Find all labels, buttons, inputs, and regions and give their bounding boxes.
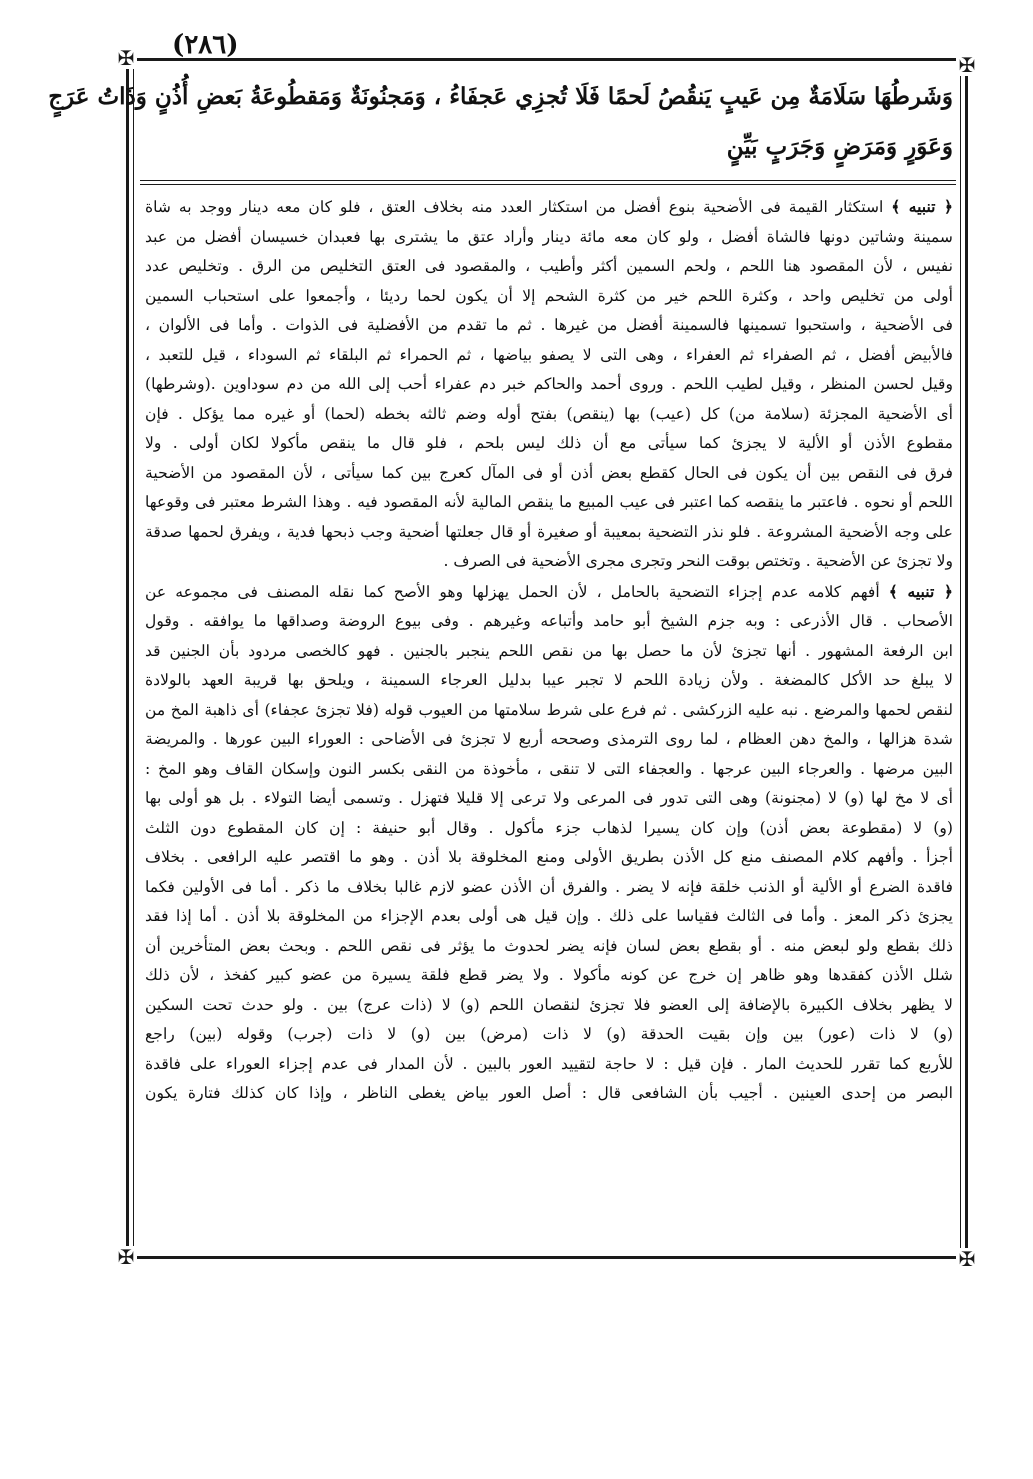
commentary-line: نفيس ، لأن المقصود هنا اللحم ، ولحم السمين أكثر وأطيب ، والمقصود فى العتق التخليص من الرق . وتخليص عدد [145, 257, 953, 275]
commentary-line: البين مرضها . والعرجاء البين عرجها . والعجفاء التى لا تنقى ، مأخوذة من النقى بكسر النون وإسكان القاف وهو المخ : [145, 759, 953, 778]
section-divider [140, 184, 956, 185]
matn-text [48, 72, 953, 172]
note-paragraph [145, 577, 953, 1109]
commentary-line: (و) لا (مقطوعة بعض أذن) وإن كان يسيرا لذهاب جزء مأكول . وقال أبو حنيفة : إن كان المقطوع دون الثلث [145, 818, 953, 837]
commentary-line: الأصحاب . قال الأذرعى : وبه جزم الشيخ أبو حامد وأتباعه وغيرهم . وفى بيوع الروضة وصداقها ما يوافقه . وقول [145, 612, 953, 630]
commentary-line: ﴿ تنبيه ﴾ أفهم كلامه عدم إجزاء التضحية بالحامل ، لأن الحمل يهزلها وهو الأصح كما نقله المصنف فى مجموعه عن [145, 581, 953, 601]
matn-line: وَعَوَرٍ وَمَرَضٍ وَجَرَبٍ بَيِّنٍ [726, 133, 953, 160]
commentary-line: سمينة وشاتين دونها فالشاة أفضل ، ولو كان معه مائة دينار وأراد عتق ما يشترى بها فعبدان خسيسان أفضل من عبد [145, 227, 953, 246]
commentary-line: فاقدة الضرع أو الألية أو الذنب خلقة فإنه لا يضر . والفرق أن الأذن عضو لازم غالبا بخلاف ما ذكر . أما فى الأولين فكما [145, 877, 953, 896]
commentary-text [145, 192, 953, 1109]
commentary-line: أى الأضحية المجزئة (سلامة من) كل (عيب) بها (ينقص) بفتح أوله وضم ثالثه بخطه (لحما) أو غيره مما يؤكل . فإن [145, 404, 953, 423]
commentary-line: لا يبلغ حد الأكل كالمضغة . ولأن زيادة اللحم لا تجبر عيبا بدليل العرجاء السمينة ، ويلحق بها قريبة العهد بالولادة [145, 671, 953, 689]
commentary-line: أى لا مخ لها (و) لا (مجنونة) وهى التى تدور فى المرعى ولا ترعى إلا قليلا فتهزل . وتسمى أيضا التولاء . بل هو أولى بها [145, 789, 953, 807]
section-divider [140, 180, 956, 181]
page-number: (٢٨٦) [172, 30, 239, 60]
commentary-line: فى الأضحية ، واستحبوا تسمينها فالسمينة أفضل من غيرها . ثم ما تقدم من الأفضلية فى الذوات . وأما فى الألوان ، [145, 316, 953, 334]
corner-ornament-icon: ✠ [115, 47, 137, 69]
commentary-line: ابن الرفعة المشهور . أنها تجزئ لأن ما حصل بها من نقص اللحم ينجبر بالجنين . فهو كالخصى مردود بأن الجنين قد [145, 641, 953, 660]
commentary-line: ذلك بقطع ولو لبعض منه . أو بقطع بعض لسان فإنه يضر لحدوث ما يؤثر فى نقص اللحم . وبحث بعض المتأخرين أن [145, 936, 953, 955]
corner-ornament-icon: ✠ [115, 1246, 137, 1268]
commentary-line: ﴿ تنبيه ﴾ استكثار القيمة فى الأضحية بنوع أفضل من استكثار العدد منه بخلاف العتق ، فلو كان معه دينار ووجد به شاة [145, 197, 953, 216]
commentary-line: شدة هزالها ، والمخ دهن العظام ، لما روى الترمذى وصححه أربع لا تجزئ فى الأضاحى : العوراء البين عورها . والمريضة [145, 730, 953, 748]
commentary-line: أجزأ . وأفهم كلام المصنف منع كل الأذن بطريق الأولى ومنع المخلوقة بلا أذن . وهو ما اقتصر عليه الرافعى . بخلاف [145, 848, 953, 866]
note-paragraph [145, 192, 953, 577]
commentary-line: على وجه الأضحية المشروعة . فلو نذر التضحية بمعيبة أو صغيرة أو قال جعلتها أضحية وجب ذبحها فدية ، ويفرق لحمها صدقة [145, 522, 953, 541]
note-label: ﴿ تنبيه ﴾ [888, 581, 953, 601]
commentary-line: للأربع كما تقرر للحديث المار . فإن قيل : لا حاجة لتقييد العور بالبين . لأن المدار فى عدم إجزاء العوراء على فاقدة [145, 1054, 953, 1073]
matn-line: وَشَرطُهَا سَلَامَةٌ مِن عَيبٍ يَنقُصُ لَحمًا فَلَا تُجزِي عَجفَاءُ ، وَمَجنُونَةٌ وَمَقطُوعَةُ بَعضِ أُذُنٍ وَذَاتُ عَرَجٍ [48, 83, 953, 110]
commentary-line: (و) لا ذات (عور) بين وإن بقيت الحدقة (و) لا ذات (مرض) بين (و) لا ذات (جرب) وقوله (بين) راجع [145, 1025, 953, 1043]
commentary-line: مقطوع الأذن أو الألية لا يجزئ كما سيأتى مع أن ذلك ليس بلحم ، فلو قال ما ينقص مأكولا لكان أولى . ولا [145, 434, 953, 452]
commentary-line: أولى من تخليص واحد ، وكثرة اللحم خير من كثرة الشحم إلا أن يكون لحما رديئا ، وأجمعوا على استحباب السمين [145, 286, 953, 305]
note-label: ﴿ تنبيه ﴾ [891, 197, 953, 216]
commentary-line: لنقص لحمها والمرضع . نبه عليه الزركشى . ثم فرع على شرط سلامتها من العيوب قوله (فلا تجزئ عجفاء) أى ذاهبة المخ من [145, 700, 953, 719]
commentary-line: فرق فى النقص بين أن يكون فى الحال كقطع بعض أذن أو فى المآل كعرج بين كما سيأتى ، لأن المقصود من الأضحية [145, 463, 953, 482]
commentary-line: فالأبيض أفضل ، ثم الصفراء ثم العفراء ، وهى التى لا يصفو بياضها ، ثم الحمراء ثم البلقاء ثم السوداء ، قيل للتعبد ، [145, 345, 953, 364]
commentary-line: شلل الأذن كفقدها وهو ظاهر إن خرج عن كونه مأكولا . ولا يضر قطع فلقة يسيرة من عضو كبير كفخذ ، لأن ذلك [145, 966, 953, 984]
commentary-line: البصر من إحدى العينين . أجيب بأن الشافعى قال : أصل العور بياض يغطى الناظر ، وإذا كان كذلك فتارة يكون [145, 1084, 953, 1102]
commentary-line: لا يظهر بخلاف الكبيرة بالإضافة إلى العضو فلا تجزئ لنقصان اللحم (و) لا (ذات عرج) بين . ولو حدث تحت السكين [145, 995, 953, 1014]
corner-ornament-icon: ✠ [956, 1248, 978, 1270]
commentary-line: يجزئ ذكر المعز . وأما فى الثالث فقياسا على ذلك . وإن قيل هى أولى بعدم الإجزاء من المخلوقة بلا أذن . أما إذا فقد [145, 907, 953, 925]
commentary-line: ولا تجزئ عن الأضحية . وتختص بوقت النحر وتجرى مجرى الأضحية فى الصرف . [443, 552, 953, 570]
corner-ornament-icon: ✠ [956, 54, 978, 76]
commentary-line: اللحم أو نحوه . فاعتبر ما ينقصه كما اعتبر فى عيب المبيع ما ينقص المالية لأنه المقصود فيه . وهذا الشرط معتبر فى وقوعها [145, 493, 953, 511]
commentary-line: وقيل لحسن المنظر ، وقيل لطيب اللحم . وروى أحمد والحاكم خبر دم عفراء أحب إلى الله من دم سوداوين .(وشرطها) [145, 375, 953, 393]
